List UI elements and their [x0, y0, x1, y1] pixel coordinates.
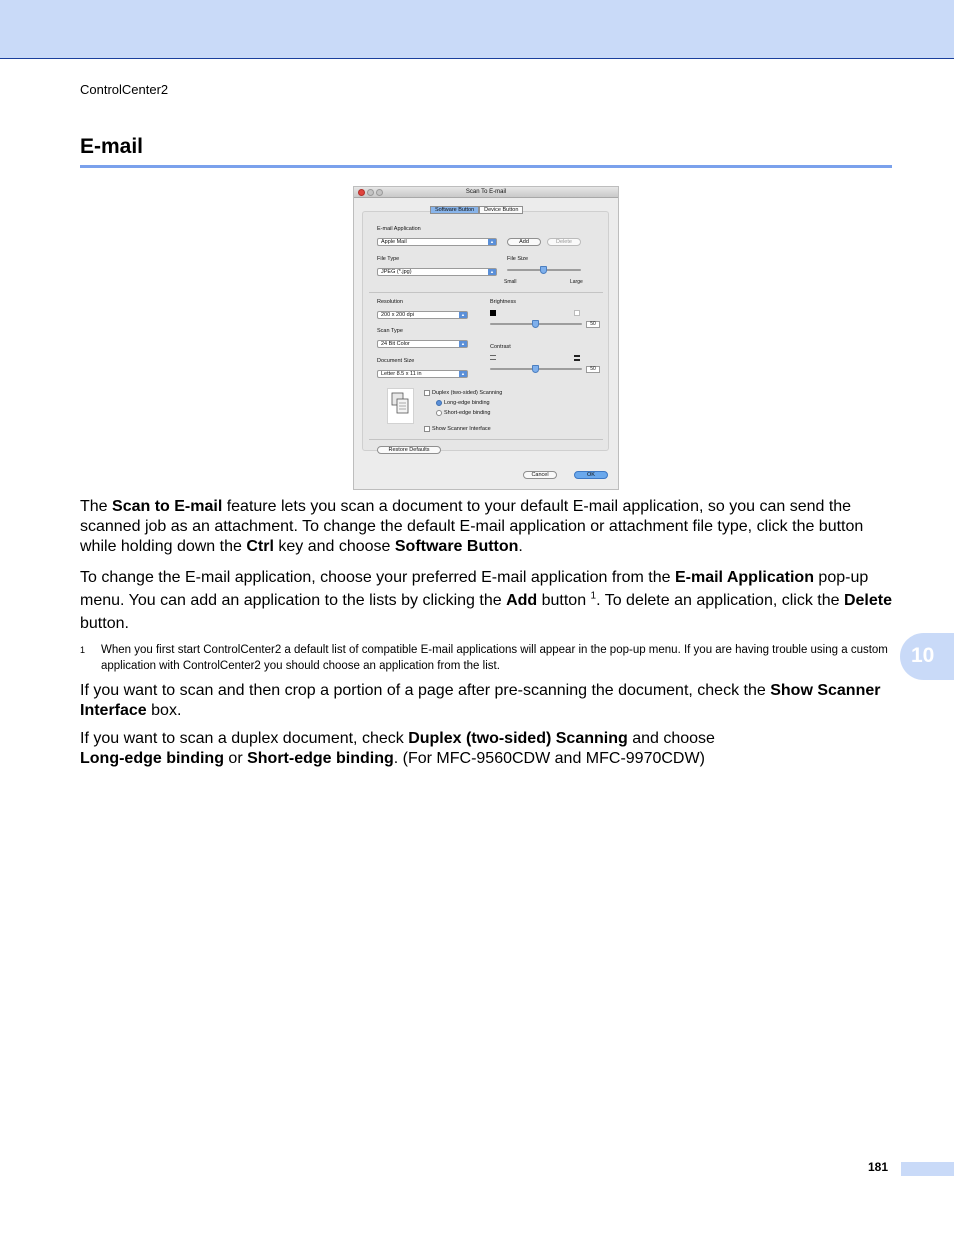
bold-text: Show Scanner Interface — [80, 682, 881, 719]
resolution-label: Resolution — [377, 299, 403, 305]
text: . — [518, 538, 523, 555]
section-divider — [369, 439, 603, 440]
bold-text: Delete — [843, 592, 892, 609]
tab-software-button[interactable]: Software Button — [430, 206, 479, 214]
title-rule — [80, 165, 892, 168]
short-edge-label: Short-edge binding — [444, 410, 491, 416]
bold-text: Duplex (two-sided) Scanning — [408, 730, 628, 747]
paragraph-show-scanner — [80, 681, 896, 721]
show-scanner-label: Show Scanner Interface — [432, 426, 491, 432]
tab-device-button[interactable]: Device Button — [479, 206, 523, 214]
file-type-value: JPEG (*.jpg) — [381, 269, 412, 275]
chapter-number: 10 — [911, 644, 935, 667]
scan-type-select[interactable] — [377, 340, 468, 348]
file-size-large-label: Large — [570, 279, 583, 285]
popup-arrows-icon: ▲ — [459, 371, 467, 377]
chapter-tab — [900, 633, 954, 680]
bold-text: E-mail Application — [674, 569, 814, 586]
bold-text: Software Button — [394, 538, 519, 555]
file-size-small-label: Small — [504, 279, 517, 285]
footnote-number: 1 — [80, 645, 86, 655]
cancel-button[interactable]: Cancel — [523, 471, 557, 479]
section-title: E-mail — [80, 135, 144, 158]
bold-text: Short-edge binding — [247, 750, 394, 767]
email-app-label: E-mail Application — [377, 226, 421, 232]
file-type-label: File Type — [377, 256, 400, 262]
resolution-value: 200 x 200 dpi — [381, 312, 415, 318]
duplex-label: Duplex (two-sided) Scanning — [432, 390, 503, 396]
text: box. — [146, 702, 182, 719]
text: The — [80, 498, 113, 515]
bold-text: Add — [506, 592, 538, 609]
text: or — [223, 750, 248, 767]
paragraph-scan-to-email — [80, 497, 896, 557]
short-edge-radio[interactable] — [436, 410, 442, 416]
dialog-title: Scan To E-mail — [465, 189, 507, 195]
email-app-value: Apple Mail — [381, 239, 407, 245]
text: If you want to scan and then crop a portion of a page after pre-scanning the document, check the — [80, 682, 771, 699]
paragraph-duplex — [80, 729, 896, 769]
scan-to-email-dialog — [353, 186, 619, 490]
popup-arrows-icon: ▲ — [459, 341, 467, 347]
long-edge-radio[interactable] — [436, 400, 442, 406]
text: . (For MFC-9560CDW and MFC-9970CDW) — [393, 750, 705, 767]
text: key and choose — [273, 538, 395, 555]
high-contrast-icon — [574, 355, 580, 361]
file-size-label: File Size — [507, 256, 529, 262]
popup-arrows-icon: ▲ — [488, 269, 496, 275]
tab-switcher — [430, 206, 523, 214]
low-contrast-icon — [490, 355, 496, 360]
popup-arrows-icon: ▲ — [459, 312, 467, 318]
text: To change the E-mail application, choose your preferred E-mail application from the — [80, 569, 675, 586]
long-edge-label: Long-edge binding — [444, 400, 490, 406]
brightness-value[interactable]: 50 — [586, 321, 600, 328]
brightness-slider-knob[interactable] — [532, 320, 539, 328]
document-size-label: Document Size — [377, 358, 415, 364]
text: pop-up menu. You can add an application to the lists by clicking the — [80, 569, 869, 609]
bold-text: Scan to E-mail — [112, 498, 223, 515]
section-divider — [369, 292, 603, 293]
document-preview-icon — [387, 388, 414, 424]
bold-text: Ctrl — [246, 538, 274, 555]
text: button. — [80, 615, 129, 632]
bold-text: Long-edge binding — [80, 750, 224, 767]
text: and choose — [627, 730, 715, 747]
footnote-text: When you first start ControlCenter2 a default list of compatible E-mail applications will appear in the pop-up menu. If you are having trouble using a custom application with ControlCenter2 you should choose an application from the list. — [101, 644, 888, 672]
file-type-select[interactable] — [377, 268, 497, 276]
text: feature lets you scan a document to your default E-mail application, so you can send the scanned job as an attachment. To change the default E-mail application or attachment file type, click the button while holding down the — [80, 498, 864, 555]
popup-arrows-icon: ▲ — [488, 239, 496, 245]
dark-square-icon — [490, 310, 496, 316]
document-size-select[interactable] — [377, 370, 468, 378]
running-head: ControlCenter2 — [80, 82, 169, 97]
text: If you want to scan a duplex document, check — [80, 730, 409, 747]
page-number-bar — [901, 1162, 954, 1176]
light-square-icon — [574, 310, 580, 316]
add-button[interactable]: Add — [507, 238, 541, 246]
scan-type-value: 24 Bit Color — [381, 341, 410, 347]
restore-defaults-button[interactable]: Restore Defaults — [377, 446, 441, 454]
contrast-value[interactable]: 50 — [586, 366, 600, 373]
footnote-ref: 1 — [590, 590, 597, 602]
text: button — [537, 592, 591, 609]
dialog-titlebar — [354, 187, 618, 198]
brightness-label: Brightness — [490, 299, 516, 305]
text: . To delete an application, click the — [596, 592, 844, 609]
show-scanner-checkbox[interactable] — [424, 426, 430, 432]
contrast-slider-knob[interactable] — [532, 365, 539, 373]
resolution-select[interactable] — [377, 311, 468, 319]
page-number: 181 — [868, 1160, 889, 1174]
delete-button[interactable]: Delete — [547, 238, 581, 246]
file-size-slider-knob[interactable] — [540, 266, 547, 274]
scan-type-label: Scan Type — [377, 328, 403, 334]
contrast-label: Contrast — [490, 344, 511, 350]
email-app-select[interactable] — [377, 238, 497, 246]
ok-button[interactable]: OK — [574, 471, 608, 479]
header-band — [0, 0, 954, 59]
duplex-checkbox[interactable] — [424, 390, 430, 396]
document-size-value: Letter 8.5 x 11 in — [381, 371, 422, 377]
paragraph-change-application — [80, 566, 896, 635]
